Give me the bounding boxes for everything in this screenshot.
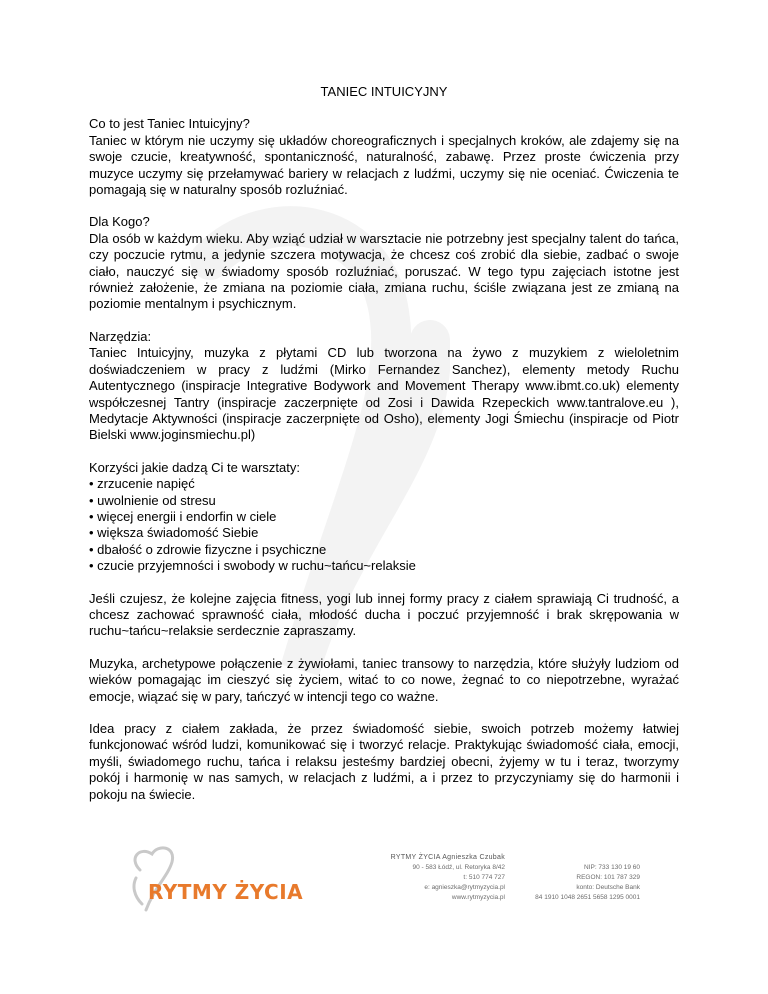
- address: 90 - 583 Łódź, ul. Retoryka 8/42: [412, 864, 505, 871]
- section-benefits: [89, 460, 679, 575]
- page-title: TANIEC INTUICYJNY: [320, 84, 448, 99]
- section-for-whom: [89, 214, 679, 312]
- nip-number: NIP: 733 130 19 60: [583, 864, 640, 871]
- list-item: • więcej energii i endorfin w ciele: [89, 509, 679, 525]
- regon-number: REGON: 101 787 329: [576, 874, 640, 881]
- benefits-list: [89, 476, 679, 574]
- company-name: RYTMY ŻYCIA Agnieszka Czubak: [390, 854, 505, 861]
- section-heading: Korzyści jakie dadzą Ci te warsztaty:: [89, 459, 300, 475]
- list-item: • większa świadomość Siebie: [89, 525, 679, 541]
- music-paragraph: Muzyka, archetypowe połączenie z żywiołami, taniec transowy to narzędzia, które służyły ludziom od wieków pomagając im cieszyć się życiem, witać to co nowe, żegnać to co niepotrzebne, wyrażać emocje, wiązać się w pary, tańczyć w intencji tego co ważne.: [89, 655, 679, 704]
- bank-name: konto: Deutsche Bank: [576, 884, 640, 891]
- company-registry: [520, 863, 640, 903]
- section-heading: Narzędzia:: [89, 328, 152, 344]
- section-heading: Co to jest Taniec Intuicyjny?: [89, 116, 250, 132]
- idea-paragraph: Idea pracy z ciałem zakłada, że przez świadomość siebie, swoich potrzeb możemy łatwiej funkcjonować wśród ludzi, komunikować się i tworzyć relacje. Praktykując świadomość ciała, emocji, myśli, świadomego ruchu, tańca i relaksu jesteśmy bardziej obecni, żyjemy w tu i teraz, tworzymy pokój i harmonię w nas samych, w relacjach z ludźmi, a i przez to przyczyniamy się do harmonii i pokoju na świecie.: [89, 721, 679, 802]
- list-item: • uwolnienie od stresu: [89, 493, 679, 509]
- section-text: Dla osób w każdym wieku. Aby wziąć udział w warsztacie nie potrzebny jest specjalny talent do tańca, czy poczucie rytmu, a jedynie szczera motywacja, że chcesz coś zrobić dla siebie, zadbać o swoje ciało, nauczyć się w świadomy sposób rozluźniać, poruszać. W tego typu zajęciach istotne jest również założenie, że zmiana na poziomie ciała, zmiana ruchu, ściśle związana jest ze zmianą na poziomie mentalnym i psychicznym.: [89, 230, 679, 312]
- list-item: • dbałość o zdrowie fizyczne i psychiczne: [89, 542, 679, 558]
- document-body: [89, 84, 679, 819]
- section-what-is: [89, 116, 679, 198]
- phone: t: 510 774 727: [463, 874, 505, 881]
- email-link[interactable]: e: agnieszka@rytmyzycia.pl: [424, 884, 505, 891]
- invitation-paragraph: Jeśli czujesz, że kolejne zajęcia fitness, yogi lub innej formy pracy z ciałem sprawiają Ci trudność, a chcesz zachować sprawność ciała, młodość ducha i poczuć przyjemność i brak skrępowania w ruchu~tańcu~relaksie serdecznie zapraszamy.: [89, 590, 679, 639]
- letterhead-footer: [0, 830, 768, 950]
- section-heading: Dla Kogo?: [89, 214, 150, 230]
- contact-details: [372, 853, 505, 903]
- account-number: 84 1910 1048 2651 5658 1295 0001: [535, 894, 640, 901]
- section-tools: [89, 329, 679, 444]
- list-item: • czucie przyjemności i swobody w ruchu~tańcu~relaksie: [89, 558, 679, 574]
- section-text: Taniec Intuicyjny, muzyka z płytami CD lub tworzona na żywo z muzykiem z wieloletnim doświadczeniem w pracy z ludźmi (Mirko Fernandez Sanchez), elementy metody Ruchu Autentycznego (inspiracje Integrative Bodywork and Movement Therapy www.ibmt.co.uk) elementy współczesnej Tantry (inspiracje zaczerpnięte od Zosi i Dawida Rzepeckich www.tantralove.eu ), Medytacje Aktywności (inspiracje zaczerpnięte od Osho), elementy Jogi Śmiechu (inspiracje od Piotr Bielski www.joginsmiechu.pl): [89, 345, 679, 443]
- list-item: • zrzucenie napięć: [89, 476, 679, 492]
- brand-logo-text: RYTMY ŻYCIA: [148, 880, 304, 904]
- section-text: Taniec w którym nie uczymy się układów choreograficznych i specjalnych kroków, ale zdajemy się na swoje czucie, kreatywność, spontaniczność, naturalność, zabawę. Przez proste ćwiczenia przy muzyce uczymy się przełamywać bariery w relacjach z ludźmi, uczymy się nie oceniać. Ćwiczenia te pomagają się w naturalny sposób rozluźniać.: [89, 132, 679, 198]
- website-link[interactable]: www.rytmyzycia.pl: [451, 894, 505, 901]
